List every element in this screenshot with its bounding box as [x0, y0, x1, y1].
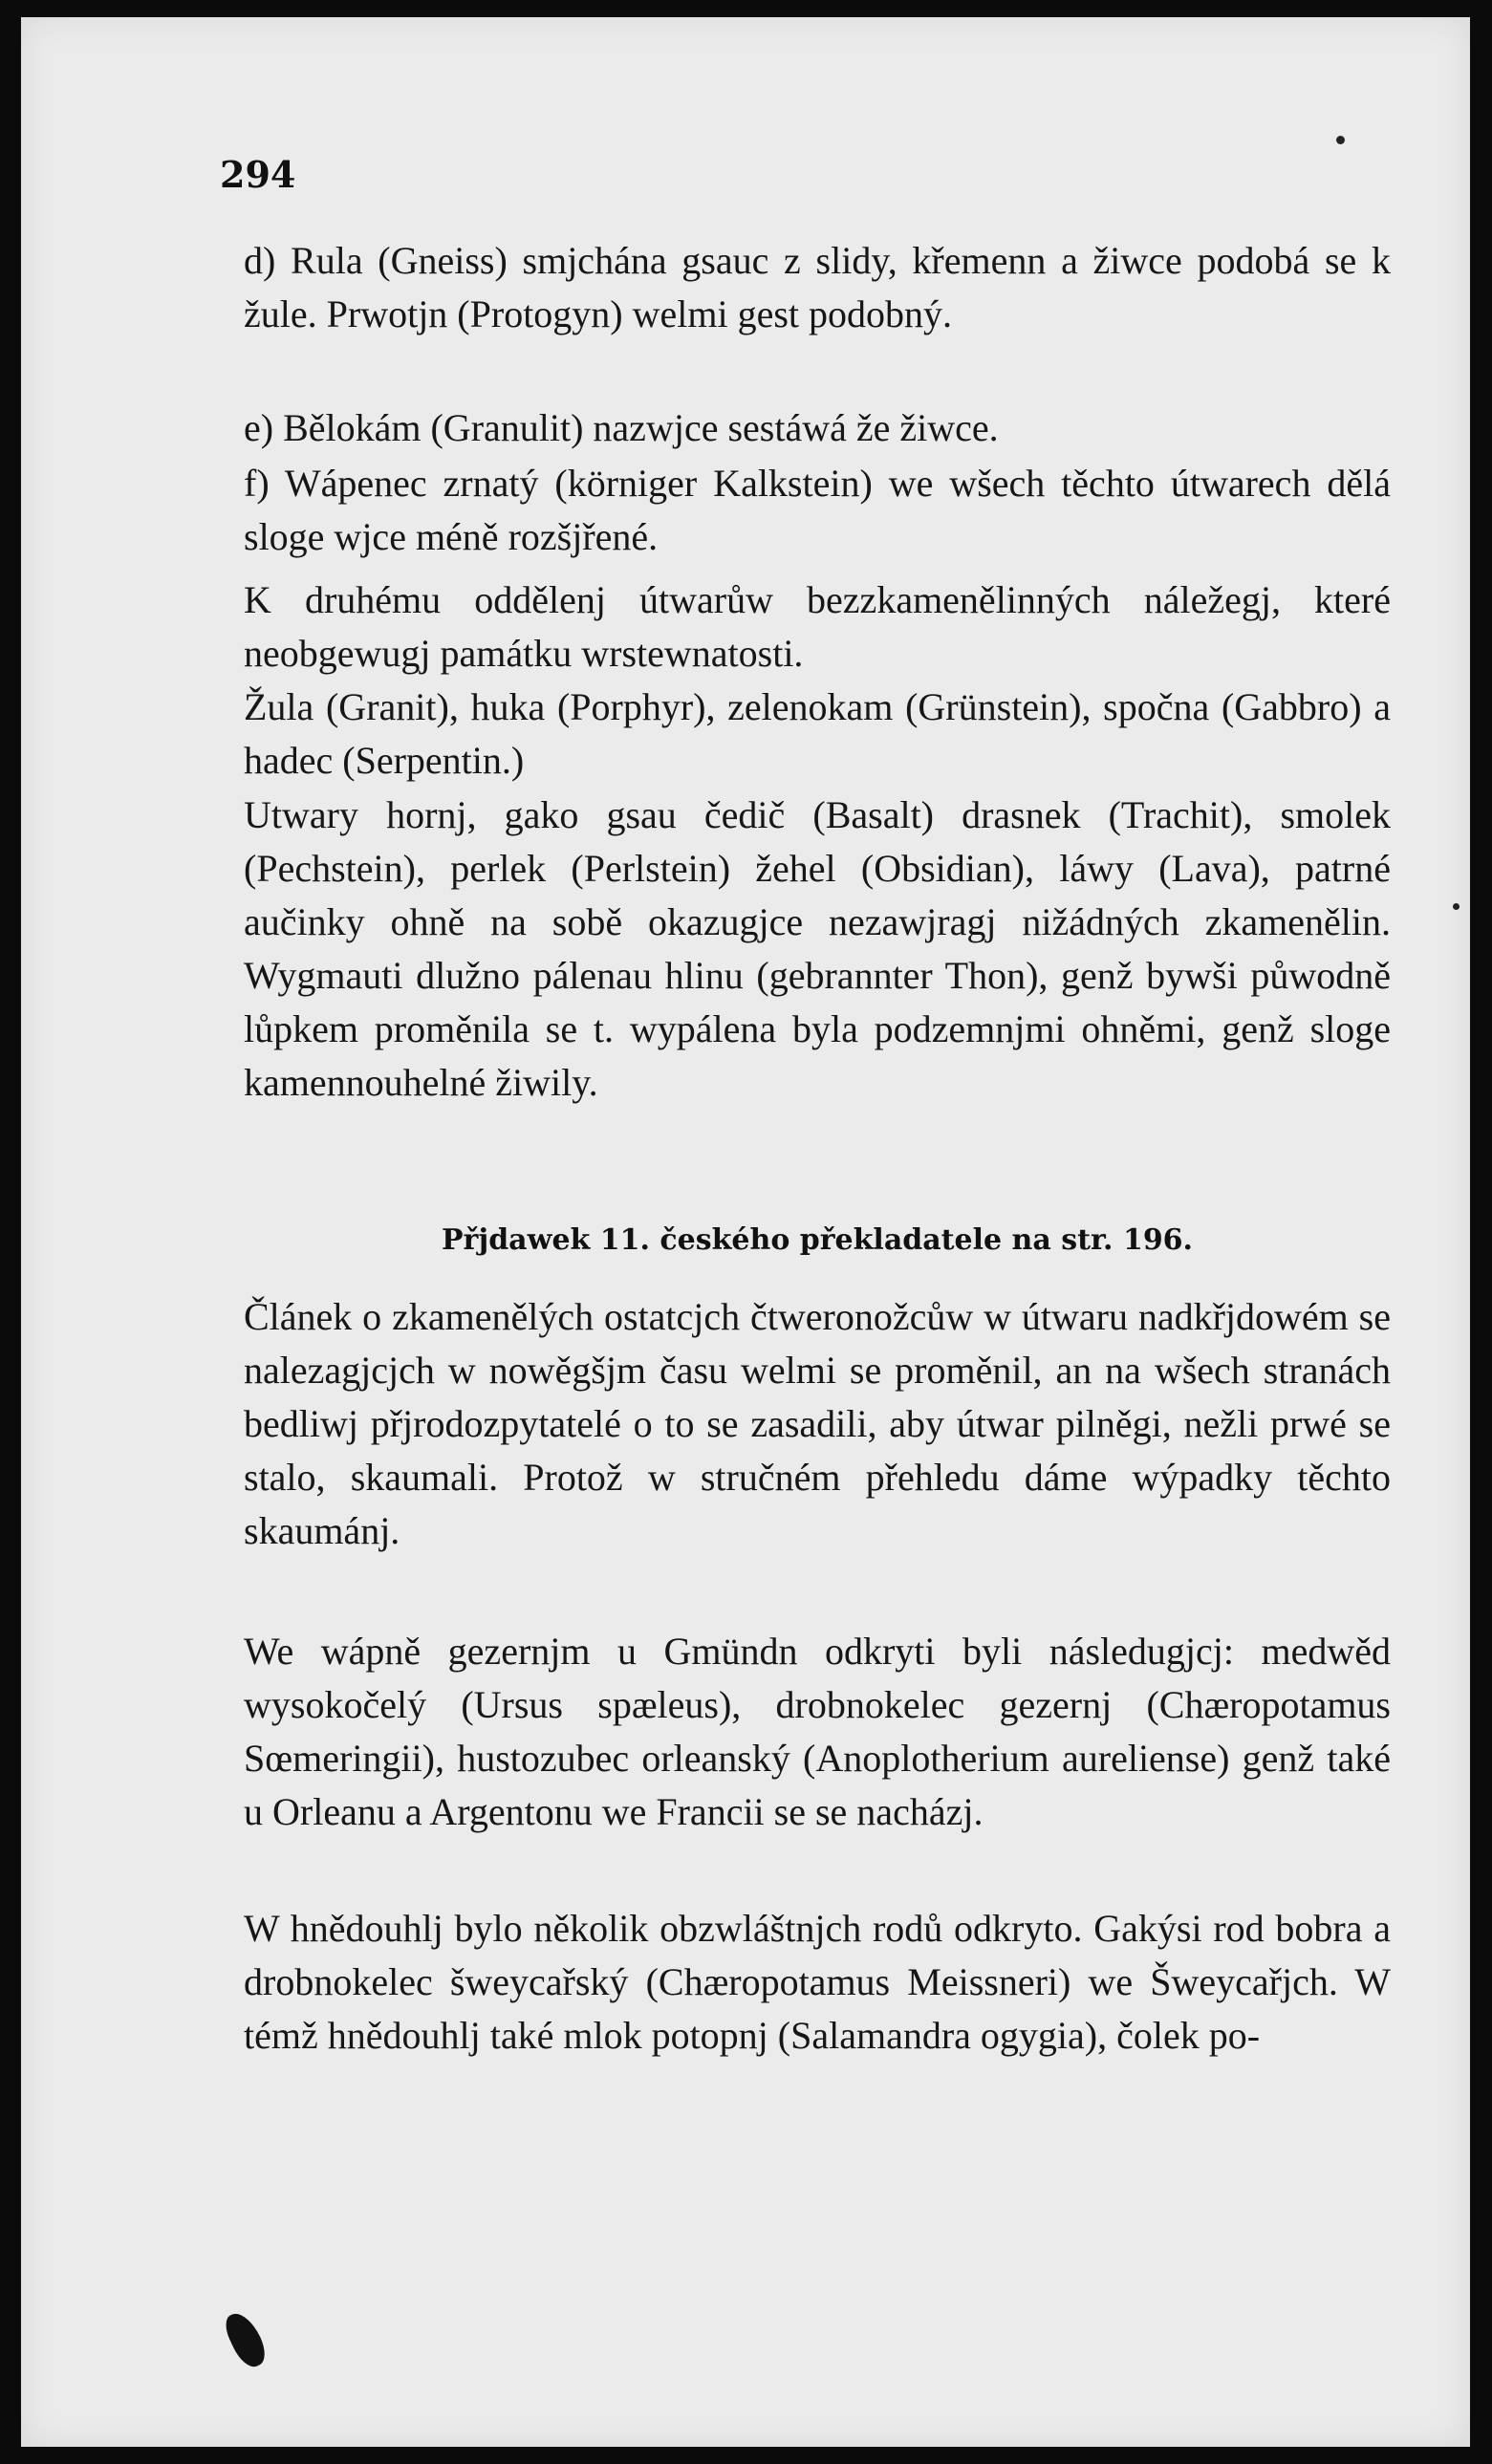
paragraph-kalkstein: f) Wápenec zrnatý (körniger Kalkstein) we wšech těchto útwarech dělá sloge wjce méně rozšjřené.	[244, 462, 1391, 558]
paper-speck	[1453, 903, 1460, 910]
paper-speck	[1336, 136, 1345, 144]
paragraph-gneiss: d) Rula (Gneiss) smjchána gsauc z slidy, křemenn a žiwce podobá se k žule. Prwotjn (Protogyn) welmi gest podobný.	[244, 239, 1391, 335]
paragraph-clanek: Článek o zkamenělých ostatcjch čtweronožcůw w útwaru nadkřjdowém se nalezagjcjch w nowěgšjm času welmi se proměnil, an na wšech stranách bedliwj přjrodozpytatelé o to se zasadili, aby útwar pilněgi, nežli prwé se stalo, skaumali. Protož w stručném přehledu dáme wýpadky těchto skaumánj.	[244, 1295, 1391, 1552]
paragraph-wapne: We wápně gezernjm u Gmündn odkryti byli následugjcj: medwěd wysokočelý (Ursus spæleus), drobnokelec gezernj (Chæropotamus Sœmeringii), hustozubec orleanský (Anoplotherium aureliense) genž také u Orleanu a Argentonu we Francii se se nacházj.	[244, 1630, 1391, 1833]
paragraph-druhemu: K druhému oddělenj útwarůw bezzkamenělinných náležegj, které neobgewugj památku wrstewnatosti.	[244, 578, 1391, 675]
paragraph-granulit: e) Bělokám (Granulit) nazwjce sestáwá že žiwce.	[244, 406, 999, 449]
page-number: 294	[220, 153, 296, 196]
paragraph-utwary: Utwary hornj, gako gsau čedič (Basalt) drasnek (Trachit), smolek (Pechstein), perlek (Perlstein) žehel (Obsidian), láwy (Lava), patrné aučinky ohně na sobě okazugjce nezawjragj nižádných zkamenělin. Wygmauti dlužno pálenau hlinu (gebrannter Thon), genž bywši půwodně lůpkem proměnila se t. wypálena byla podzemnjmi ohněmi, genž sloge kamennouhelné žiwily.	[244, 793, 1391, 1104]
paragraph-hnedouhli: W hnědouhlj bylo několik obzwláštnjch rodů odkryto. Gakýsi rod bobra a drobnokelec šweycařský (Chæropotamus Meissneri) we Šweycařjch. W témž hnědouhlj také mlok potopnj (Salamandra ogygia), čolek po-	[244, 1907, 1391, 2057]
section-heading: Přjdawek 11. českého překladatele na str. 196.	[441, 1223, 1194, 1257]
paragraph-zula: Žula (Granit), huka (Porphyr), zelenokam (Grünstein), spočna (Gabbro) a hadec (Serpentin.)	[244, 685, 1391, 782]
